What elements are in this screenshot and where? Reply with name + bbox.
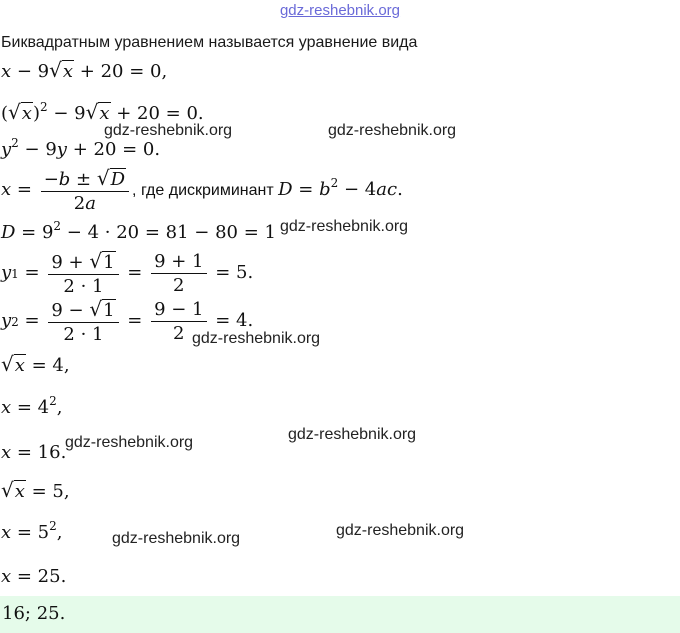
watermark: gdz-reshebnik.org (192, 330, 321, 347)
watermark: gdz-reshebnik.org (336, 522, 465, 539)
equation-line: $D = 9^2 - 4 \cdot 20 = 81 - 80 = 1$ (1, 219, 276, 243)
equation-line: √x = 4, (1, 352, 70, 376)
watermark: gdz-reshebnik.org (288, 426, 417, 443)
answer-bar (0, 596, 680, 633)
watermark: gdz-reshebnik.org (104, 122, 233, 139)
equation-line: $(√x)^2 - 9√x + 20 = 0$. (1, 100, 204, 124)
equation-line: x = $\frac{-b \pm √D}{2a}$ , где дискриминант $D = b^2 - 4ac$. (1, 166, 403, 214)
equation-line: $x = 5^2$, (1, 519, 63, 543)
watermark: gdz-reshebnik.org (65, 434, 194, 451)
equation-line: y2 = $\frac{9 - √1}{2 \cdot 1}$ = $\frac{9 - 1}{2}$ = 4. (1, 297, 254, 345)
intro-text: Биквадратным уравнением называется уравнение вида (1, 34, 418, 51)
discriminant-text: , где дискриминант (132, 182, 279, 199)
equation-line: $x = 4^2$, (1, 394, 63, 418)
watermark: gdz-reshebnik.org (112, 530, 241, 547)
watermark: gdz-reshebnik.org (280, 218, 409, 235)
equation-line: x = 25. (1, 566, 67, 587)
equation-line: √x = 5, (1, 478, 70, 502)
equation-line: x − 9√x + 20 = 0, (1, 58, 168, 82)
watermark: gdz-reshebnik.org (328, 122, 457, 139)
equation-line: $y^2 - 9y + 20 = 0$. (1, 136, 161, 160)
site-header-link[interactable]: gdz-reshebnik.org (279, 2, 401, 19)
equation-line: y1 = $\frac{9 + √1}{2 \cdot 1}$ = $\frac{9 + 1}{2}$ = 5. (1, 249, 254, 297)
equation-line: x = 16. (1, 442, 67, 463)
answer-text: 16; 25. (2, 603, 66, 624)
